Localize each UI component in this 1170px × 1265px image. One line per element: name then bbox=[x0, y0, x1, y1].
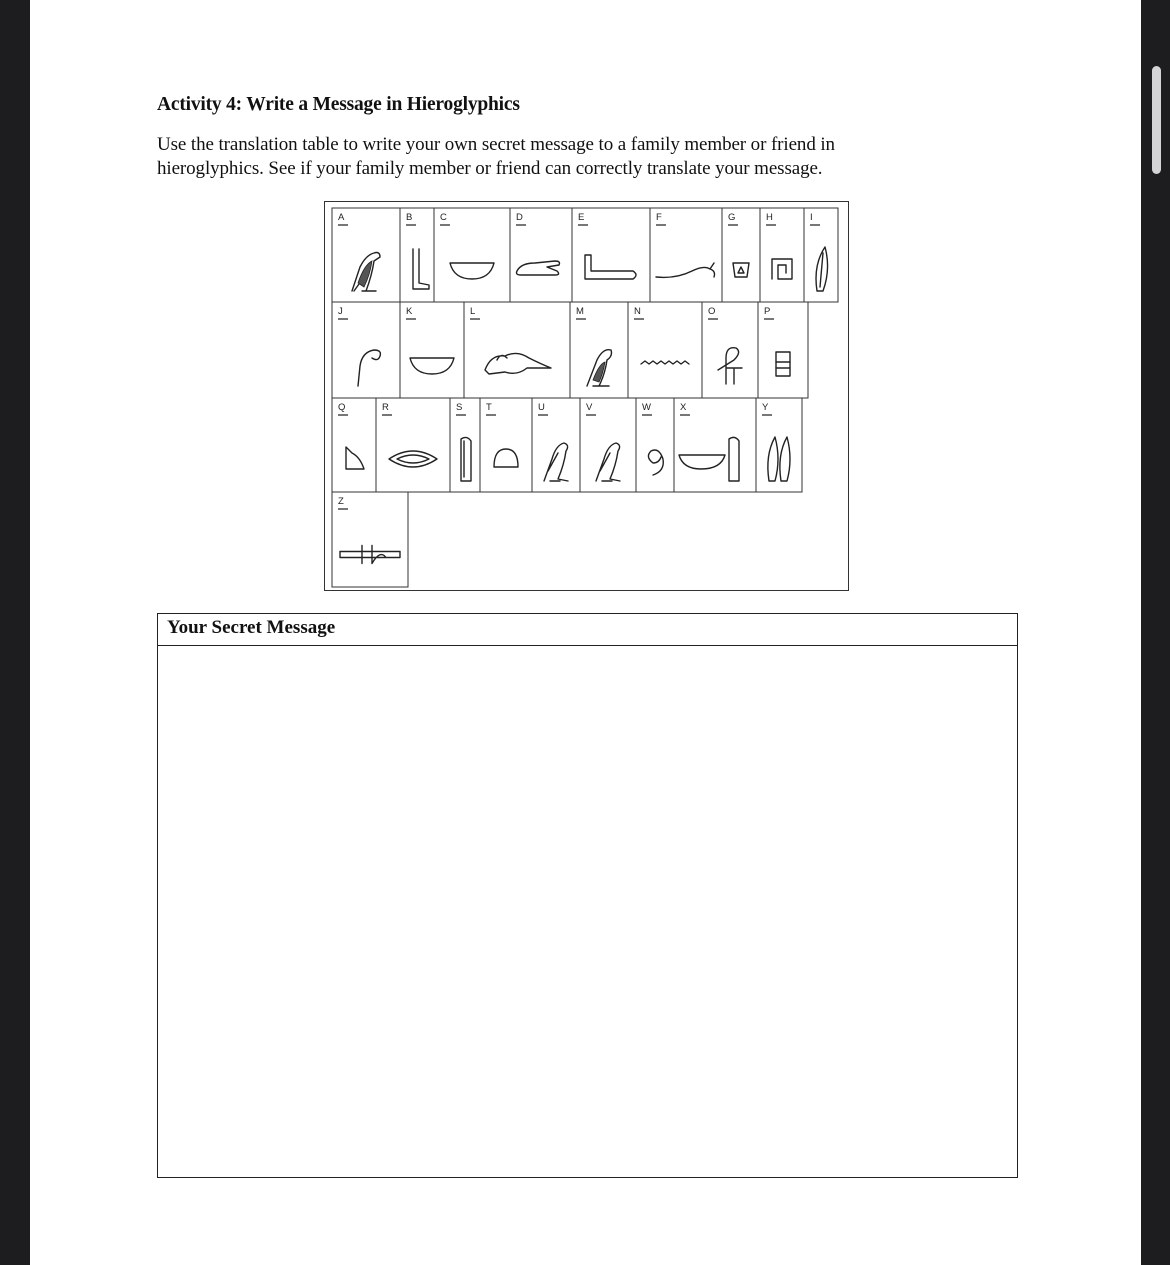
cell-letter: A bbox=[338, 212, 345, 223]
cell-border bbox=[450, 398, 480, 492]
cell-code-mark bbox=[470, 318, 480, 320]
horned-viper-icon bbox=[656, 263, 715, 277]
cell-code-mark bbox=[338, 508, 348, 510]
basket-icon bbox=[450, 263, 494, 279]
reed-leaf-icon bbox=[816, 247, 828, 291]
cell-letter: I bbox=[810, 212, 813, 223]
lasso-icon bbox=[718, 348, 742, 384]
cell-code-mark bbox=[656, 224, 666, 226]
cell-code-mark bbox=[486, 414, 496, 416]
translation-cell-o bbox=[702, 302, 758, 398]
basket-cloth-icon bbox=[679, 437, 739, 481]
hieroglyph-translation-table bbox=[324, 201, 849, 591]
translation-cell-d bbox=[510, 208, 572, 302]
quail-chick-icon bbox=[596, 443, 620, 481]
cell-code-mark bbox=[708, 318, 718, 320]
cell-letter: N bbox=[634, 306, 641, 317]
cell-letter: Y bbox=[762, 402, 769, 413]
cell-letter: L bbox=[470, 306, 476, 317]
water-ripple-icon bbox=[641, 361, 689, 364]
cell-code-mark bbox=[766, 224, 776, 226]
translation-cell-s bbox=[450, 398, 480, 492]
cell-code-mark bbox=[338, 414, 348, 416]
cell-letter: J bbox=[338, 306, 343, 317]
cell-code-mark bbox=[382, 414, 392, 416]
folded-cloth-icon bbox=[461, 437, 471, 481]
activity-instructions bbox=[157, 133, 917, 181]
bread-loaf-icon bbox=[494, 449, 518, 467]
translation-cell-t bbox=[480, 398, 532, 492]
translation-cell-h bbox=[760, 208, 804, 302]
cell-code-mark bbox=[538, 414, 548, 416]
stool-icon bbox=[776, 352, 790, 376]
translation-cell-c bbox=[434, 208, 510, 302]
cell-letter: Q bbox=[338, 402, 346, 413]
cell-code-mark bbox=[406, 318, 416, 320]
cell-code-mark bbox=[586, 414, 596, 416]
cobra-icon bbox=[358, 350, 380, 386]
scrollbar-track[interactable] bbox=[1141, 0, 1170, 1265]
cell-code-mark bbox=[338, 224, 348, 226]
cell-letter: R bbox=[382, 402, 389, 413]
translation-cell-k bbox=[400, 302, 464, 398]
cell-code-mark bbox=[764, 318, 774, 320]
owl-icon bbox=[587, 350, 612, 386]
double-reed-icon bbox=[768, 437, 790, 481]
cell-code-mark bbox=[680, 414, 690, 416]
cell-code-mark bbox=[456, 414, 466, 416]
cell-code-mark bbox=[440, 224, 450, 226]
activity-heading: Activity 4: Write a Message in Hieroglyphics bbox=[157, 94, 520, 115]
translation-cell-n bbox=[628, 302, 702, 398]
twisted-flax-icon bbox=[772, 259, 792, 279]
lion-icon bbox=[485, 353, 551, 374]
cell-code-mark bbox=[810, 224, 820, 226]
cell-letter: W bbox=[642, 402, 651, 413]
arm-icon bbox=[585, 255, 636, 279]
secret-message-box bbox=[157, 613, 1018, 1178]
cell-letter: T bbox=[486, 402, 492, 413]
translation-cell-m bbox=[570, 302, 628, 398]
scrollbar-thumb[interactable] bbox=[1152, 66, 1161, 174]
cell-code-mark bbox=[338, 318, 348, 320]
cell-letter: M bbox=[576, 306, 584, 317]
translation-cell-j bbox=[332, 302, 400, 398]
cell-letter: S bbox=[456, 402, 463, 413]
translation-cell-q bbox=[332, 398, 376, 492]
translation-cell-g bbox=[722, 208, 760, 302]
translation-cell-u bbox=[532, 398, 580, 492]
jar-stand-icon bbox=[733, 263, 749, 277]
translation-cell-v bbox=[580, 398, 636, 492]
translation-cell-w bbox=[636, 398, 674, 492]
quail-chick-icon bbox=[544, 443, 568, 481]
hill-slope-icon bbox=[346, 447, 364, 469]
translation-cell-e bbox=[572, 208, 650, 302]
door-bolt-icon bbox=[340, 546, 400, 564]
cell-letter: G bbox=[728, 212, 736, 223]
cell-code-mark bbox=[576, 318, 586, 320]
cell-letter: D bbox=[516, 212, 523, 223]
secret-message-input[interactable] bbox=[158, 646, 1017, 1176]
cell-letter: F bbox=[656, 212, 662, 223]
cell-letter: P bbox=[764, 306, 771, 317]
cell-code-mark bbox=[634, 318, 644, 320]
cell-letter: K bbox=[406, 306, 413, 317]
translation-cell-z bbox=[332, 492, 408, 587]
cell-code-mark bbox=[516, 224, 526, 226]
basket-icon bbox=[410, 358, 454, 374]
translation-cell-l bbox=[464, 302, 570, 398]
secret-message-label: Your Secret Message bbox=[158, 614, 1017, 646]
cell-code-mark bbox=[762, 414, 772, 416]
coil-icon bbox=[648, 450, 663, 475]
foot-icon bbox=[413, 249, 429, 289]
cell-border bbox=[464, 302, 570, 398]
cell-letter: O bbox=[708, 306, 716, 317]
cell-letter: U bbox=[538, 402, 545, 413]
cell-letter: B bbox=[406, 212, 413, 223]
vulture-icon bbox=[352, 253, 380, 292]
translation-cell-a bbox=[332, 208, 400, 302]
cell-code-mark bbox=[578, 224, 588, 226]
cell-letter: C bbox=[440, 212, 447, 223]
cell-letter: E bbox=[578, 212, 585, 223]
instructions-line-1: Use the translation table to write your own secret message to a family member or friend in bbox=[157, 134, 835, 155]
instructions-line-2: hieroglyphics. See if your family member or friend can correctly translate your message. bbox=[157, 158, 823, 179]
translation-cell-x bbox=[674, 398, 756, 492]
translation-cell-y bbox=[756, 398, 802, 492]
translation-cell-f bbox=[650, 208, 722, 302]
cell-code-mark bbox=[728, 224, 738, 226]
hand-icon bbox=[517, 261, 560, 275]
cell-letter: H bbox=[766, 212, 773, 223]
cell-letter: Z bbox=[338, 496, 344, 507]
translation-cell-b bbox=[400, 208, 434, 302]
translation-cell-i bbox=[804, 208, 838, 302]
mouth-icon bbox=[389, 451, 437, 467]
translation-cell-p bbox=[758, 302, 808, 398]
translation-cell-r bbox=[376, 398, 450, 492]
cell-code-mark bbox=[642, 414, 652, 416]
cell-code-mark bbox=[406, 224, 416, 226]
cell-letter: X bbox=[680, 402, 687, 413]
cell-letter: V bbox=[586, 402, 593, 413]
